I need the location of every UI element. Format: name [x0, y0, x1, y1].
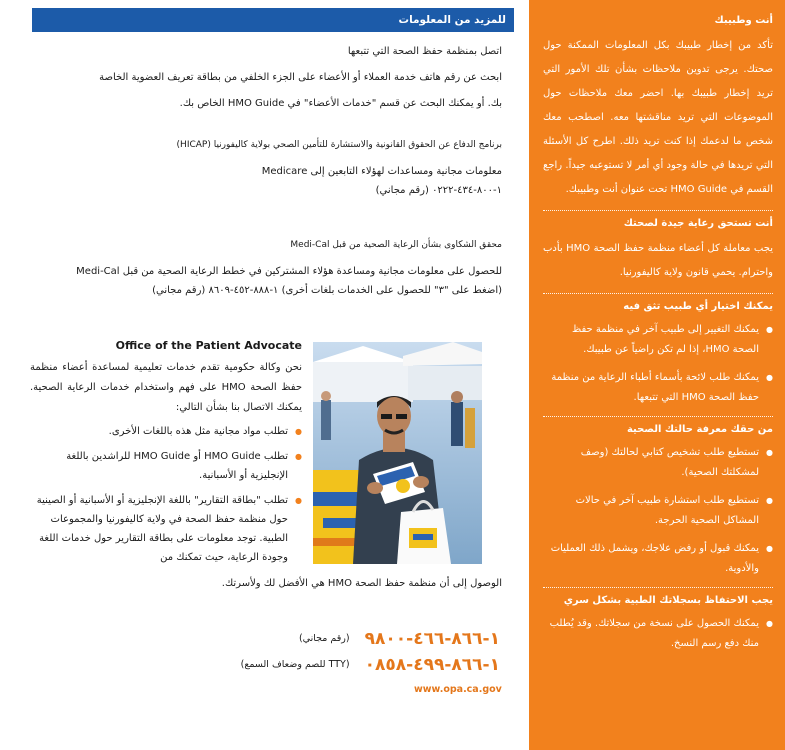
phone-toll-free-row [210, 628, 500, 649]
website-link[interactable]: www.opa.ca.gov [414, 684, 502, 695]
sidebar-section-title: أنت وطبيبك [714, 15, 773, 26]
sidebar-section-title: من حقك معرفة حالتك الصحية [626, 424, 773, 435]
sidebar-section-health-status [543, 416, 773, 579]
sidebar-section-you-and-doctor [543, 8, 773, 202]
sidebar-section-title: يجب الاحتفاظ بسجلاتك الطبية بشكل سري [563, 595, 773, 606]
opa-list [30, 422, 302, 567]
sidebar-section-text: تأكد من إخطار طبيبك بكل المعلومات الممكنة حول صحتك. يرجى تدوين ملاحظات بشأن تلك الأمور التي تريد إخطار طبيبك بها. احضر معك ملاحظات حول الموضوعات التي تريد مناقشتها معه. اصطحب معك شخص ما لدعمك إذا كنت تريد ذلك. اطرح كل الأسئلة التي تريدها في حالة وجود أي أمر لا تستوعبه جيداً. راجع القسم في HMO Guide تحت عنوان أنت وطبيبك. [543, 40, 773, 195]
rights-sidebar [529, 0, 785, 750]
sidebar-list [543, 614, 773, 654]
phone-number-tty[interactable]: ١-٨٦٦-٤٩٩-٠٨٥٨ [364, 654, 500, 675]
block-text: بك. أو يمكنك البحث عن قسم "خدمات الأعضاء" في HMO Guide الخاص بك. [179, 98, 502, 109]
photo-illustration [313, 342, 482, 564]
contact-hmo-block [28, 42, 502, 113]
list-item: ● يمكنك التغيير إلى طبيب آخر في منظمة حفظ الصحة HMO، إذا لم تكن راضياً عن طبيبك. [543, 320, 773, 360]
block-phone: ١-٨٠٠-٤٣٤-٠٢٢٢ (رقم مجاني) [375, 185, 502, 196]
man-reading-brochure-photo [313, 342, 482, 564]
phone-tty-row [210, 654, 500, 675]
block-heading: اتصل بمنظمة حفظ الصحة التي تتبعها [347, 46, 502, 57]
list-item: ● يمكنك قبول أو رفض علاجك، ويشمل ذلك العمليات والأدوية. [543, 539, 773, 579]
list-item: ● يمكنك الحصول على نسخة من سجلاتك. وقد يُطلب منك دفع رسم النسخ. [543, 614, 773, 654]
opa-title: Office of the Patient Advocate [115, 339, 302, 352]
block-text: للحصول على معلومات مجانية ومساعدة هؤلاء المشتركين في خطط الرعاية الصحية من قبل Medi-Cal [76, 266, 502, 277]
phone-number-toll-free[interactable]: ١-٨٦٦-٤٦٦-٩٨٠٠ [364, 628, 500, 649]
patient-advocate-section [30, 338, 302, 573]
sidebar-section-title: يمكنك اختيار أي طبيب تثق فيه [623, 301, 773, 312]
list-item: ● تستطيع طلب استشارة طبيب آخر في حالات المشاكل الصحية الحرجة. [543, 491, 773, 531]
sidebar-section-text: يجب معاملة كل أعضاء منظمة حفظ الصحة HMO بأدب واحترام. يحمي قانون ولاية كاليفورنيا. [543, 243, 773, 278]
block-text: ابحث عن رقم هاتف خدمة العملاء أو الأعضاء على الجزء الخلفي من بطاقة تعريف العضوية الخاصة [99, 72, 502, 83]
sidebar-list [543, 443, 773, 579]
sidebar-section-choose-doctor [543, 293, 773, 408]
phone-label: (رقم مجاني) [298, 633, 350, 644]
block-heading: محقق الشكاوى بشأن الرعاية الصحية من قبل Medi-Cal [290, 240, 502, 250]
list-item: ● تطلب مواد مجانية مثل هذه باللغات الأخرى. [30, 422, 302, 441]
block-text: معلومات مجانية ومساعدات لهؤلاء التابعين إلى Medicare [261, 166, 502, 177]
opa-description: نحن وكالة حكومية تقدم خدمات تعليمية لمساعدة أعضاء منظمة حفظ الصحة HMO على فهم واستخدام خدمات الرعاية الصحية. يمكنك الاتصال بنا بشأن التالي: [30, 362, 303, 413]
list-item: ● تطلب "بطاقة التقارير" باللغة الإنجليزية أو الأسبانية أو الصينية حول منظمة حفظ الصحة في ولاية كاليفورنيا والمجموعات الطبية. توجد معلومات على بطاقة التقارير حول خدمات اللغة وجودة الرعاية، حيث تمكنك من [30, 491, 302, 567]
medi-cal-ombudsman-block [28, 236, 502, 300]
section-header: للمزيد من المعلومات [32, 8, 514, 32]
list-item: ● يمكنك طلب لائحة بأسماء أطباء الرعاية من منظمة حفظ الصحة HMO التي تتبعها. [543, 368, 773, 408]
block-heading: برنامج الدفاع عن الحقوق القانونية والاستشارة للتأمين الصحي بولاية كاليفورنيا (HICAP) [176, 140, 502, 150]
list-item: ● تستطيع طلب تشخيص كتابي لحالتك (وصف لمشكلتك الصحية). [543, 443, 773, 483]
list-item: ● تطلب HMO Guide أو HMO Guide للراشدين باللغة الإنجليزية أو الأسبانية. [30, 447, 302, 485]
sidebar-section-title: أنت تستحق رعاية جيدة لصحتك [623, 218, 773, 229]
sidebar-section-records-private [543, 587, 773, 654]
phone-label: (TTY للصم وضعاف السمع) [240, 659, 350, 670]
hicap-block [28, 136, 502, 200]
sidebar-list [543, 320, 773, 408]
block-phone: (اضغط على "٣" للحصول على الخدمات بلغات أخرى) ١-٨٨٨-٤٥٢-٨٦٠٩ (رقم مجاني) [152, 285, 502, 296]
sidebar-section-good-care [543, 210, 773, 285]
opa-closing-text: الوصول إلى أن منظمة حفظ الصحة HMO هي الأفضل لك ولأسرتك. [221, 578, 502, 589]
